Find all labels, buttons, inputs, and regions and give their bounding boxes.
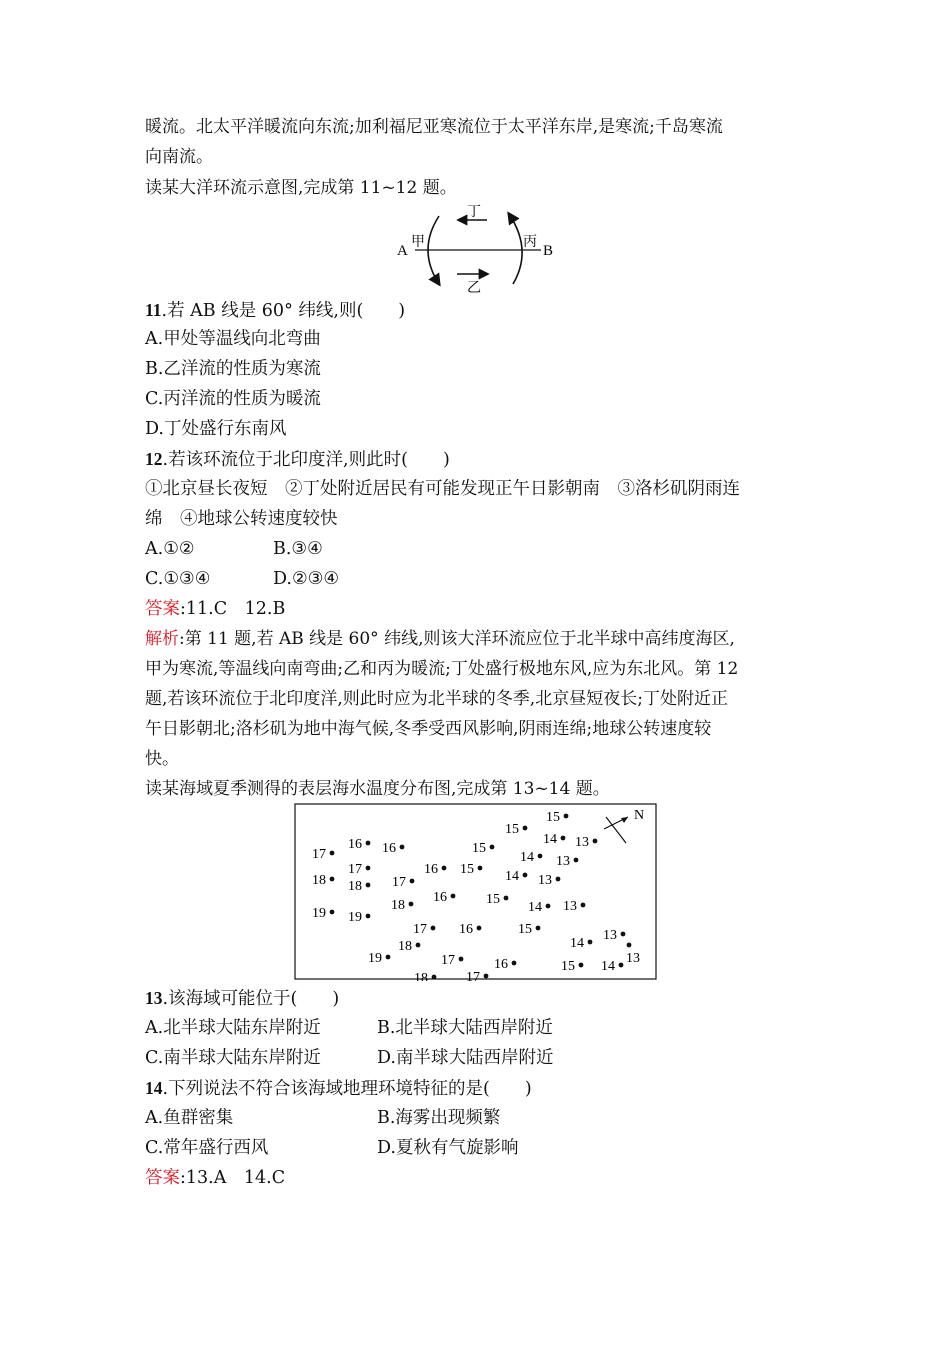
temperature-label: 18 [348, 879, 362, 894]
temperature-point [536, 926, 541, 931]
temperature-label: 15 [561, 959, 575, 974]
temperature-point [561, 836, 566, 841]
q13-option-b: B.北半球大陆西岸附近 [377, 1018, 553, 1038]
question-12-stem: 12.若该环流位于北印度洋,则此时( ) [145, 449, 450, 470]
temperature-point [366, 914, 371, 919]
answer-13-14: 答案:13.A 14.C [145, 1168, 286, 1188]
label-yi: 乙 [467, 281, 481, 294]
temperature-point [546, 904, 551, 909]
temperature-point [330, 910, 335, 915]
temperature-label: 16 [382, 841, 396, 856]
sea-temperature-map [294, 803, 658, 981]
temperature-point [410, 879, 415, 884]
temperature-label: 13 [603, 928, 617, 943]
temperature-point [619, 963, 624, 968]
temperature-point [621, 932, 626, 937]
temperature-label: 15 [486, 892, 500, 907]
label-a: A [397, 243, 408, 259]
analysis-line-1: 解析:第 11 题,若 AB 线是 60° 纬线,则该大洋环流应位于北半球中高纬度海区, [145, 629, 735, 649]
temperature-label: 16 [459, 922, 473, 937]
question-13-stem: 13.该海域可能位于( ) [145, 988, 340, 1009]
temperature-point [588, 940, 593, 945]
temperature-label: 17 [466, 970, 480, 981]
q12-option-d: D.②③④ [273, 569, 340, 589]
temperature-label: 14 [601, 959, 615, 974]
temperature-label: 15 [460, 862, 474, 877]
temperature-point [579, 963, 584, 968]
temperature-point [451, 894, 456, 899]
temperature-label: 14 [528, 900, 542, 915]
temperature-label: 17 [312, 847, 326, 862]
q11-option-b: B.乙洋流的性质为寒流 [145, 359, 321, 379]
temperature-label: 16 [424, 862, 438, 877]
temperature-label: 18 [414, 971, 428, 981]
temperature-point [477, 926, 482, 931]
q14-option-d: D.夏秋有气旋影响 [377, 1138, 519, 1158]
temperature-point [564, 814, 569, 819]
temperature-label: 19 [348, 910, 362, 925]
temperature-point [409, 902, 414, 907]
temperature-point [366, 883, 371, 888]
label-jia: 甲 [411, 235, 425, 250]
temperature-label: 18 [312, 873, 326, 888]
north-label: N [634, 808, 645, 823]
temperature-label: 13 [575, 835, 589, 850]
temperature-label: 13 [563, 899, 577, 914]
temperature-point [459, 957, 464, 962]
analysis-line-2: 甲为寒流,等温线向南弯曲;乙和丙为暖流;丁处盛行极地东风,应为东北风。第 12 [145, 659, 739, 679]
temperature-label: 17 [348, 862, 362, 877]
temperature-label: 16 [433, 890, 447, 905]
temperature-label: 15 [505, 822, 519, 837]
prompt-13-14: 读某海域夏季测得的表层海水温度分布图,完成第 13~14 题。 [145, 779, 610, 799]
temperature-point [431, 926, 436, 931]
q13-option-a: A.北半球大陆东岸附近 [145, 1018, 321, 1038]
temperature-point [538, 854, 543, 859]
temperature-point [432, 975, 437, 980]
temperature-point [490, 845, 495, 850]
q12-items-line-1: ①北京昼长夜短 ②丁处附近居民有可能发现正午日影朝南 ③洛杉矶阴雨连 [145, 479, 740, 499]
temperature-point [478, 866, 483, 871]
temperature-label: 17 [441, 953, 455, 968]
q11-option-d: D.丁处盛行东南风 [145, 419, 287, 439]
temperature-point [556, 877, 561, 882]
corner-point [627, 943, 632, 948]
temperature-label: 19 [368, 951, 382, 966]
temperature-point [574, 858, 579, 863]
temperature-point [593, 839, 598, 844]
current-bing-arrow [509, 214, 522, 284]
temperature-point [330, 851, 335, 856]
temperature-point [366, 841, 371, 846]
temperature-point [484, 974, 489, 979]
temperature-label: 15 [546, 810, 560, 825]
temperature-label: 16 [348, 837, 362, 852]
temperature-label: 19 [312, 906, 326, 921]
temperature-point [386, 955, 391, 960]
temperature-point [416, 943, 421, 948]
q12-option-c: C.①③④ [145, 569, 211, 589]
q11-option-c: C.丙洋流的性质为暖流 [145, 389, 321, 409]
temperature-label: 16 [494, 957, 508, 972]
temperature-point [366, 866, 371, 871]
q13-option-d: D.南半球大陆西岸附近 [377, 1048, 554, 1068]
label-ding: 丁 [467, 205, 481, 220]
temperature-point [504, 896, 509, 901]
temperature-label: 14 [505, 869, 519, 884]
q14-option-b: B.海雾出现频繁 [377, 1108, 501, 1128]
question-11-stem: 11.若 AB 线是 60° 纬线,则( ) [145, 300, 406, 321]
temperature-label: 13 [556, 854, 570, 869]
label-b: B [543, 243, 554, 259]
temperature-label: 13 [538, 873, 552, 888]
temperature-point [523, 826, 528, 831]
intro-line-2: 向南流。 [145, 147, 213, 167]
q11-option-a: A.甲处等温线向北弯曲 [145, 329, 321, 349]
temperature-point [330, 877, 335, 882]
intro-line-1: 暖流。北太平洋暖流向东流;加利福尼亚寒流位于太平洋东岸,是寒流;千岛寒流 [145, 117, 723, 137]
temperature-point [512, 961, 517, 966]
temperature-label: 17 [392, 875, 406, 890]
analysis-line-3: 题,若该环流位于北印度洋,则此时应为北半球的冬季,北京昼短夜长;丁处附近正 [145, 689, 728, 709]
temperature-point [400, 845, 405, 850]
temperature-label: 15 [472, 841, 486, 856]
corner-label: 13 [626, 951, 640, 966]
q12-option-b: B.③④ [273, 539, 323, 559]
analysis-line-4: 午日影朝北;洛杉矶为地中海气候,冬季受西风影响,阴雨连绵;地球公转速度较 [145, 719, 712, 739]
temperature-label: 14 [543, 832, 557, 847]
temperature-label: 18 [391, 898, 405, 913]
answer-11-12: 答案:11.C 12.B [145, 599, 286, 619]
analysis-line-5: 快。 [145, 749, 179, 769]
temperature-label: 18 [398, 939, 412, 954]
temperature-point [442, 866, 447, 871]
q14-option-c: C.常年盛行西风 [145, 1138, 269, 1158]
temperature-point [581, 903, 586, 908]
temperature-label: 17 [413, 922, 427, 937]
temperature-label: 15 [518, 922, 532, 937]
temperature-label: 14 [570, 936, 584, 951]
q14-option-a: A.鱼群密集 [145, 1108, 234, 1128]
q12-option-a: A.①② [145, 539, 195, 559]
question-14-stem: 14.下列说法不符合该海域地理环境特征的是( ) [145, 1078, 532, 1099]
temperature-label: 14 [520, 850, 534, 865]
prompt-11-12: 读某大洋环流示意图,完成第 11~12 题。 [145, 178, 457, 198]
q13-option-c: C.南半球大陆东岸附近 [145, 1048, 321, 1068]
temperature-point [523, 873, 528, 878]
q12-items-line-2: 绵 ④地球公转速度较快 [145, 509, 338, 529]
ocean-circulation-diagram [393, 202, 563, 294]
label-bing: 丙 [523, 235, 537, 250]
